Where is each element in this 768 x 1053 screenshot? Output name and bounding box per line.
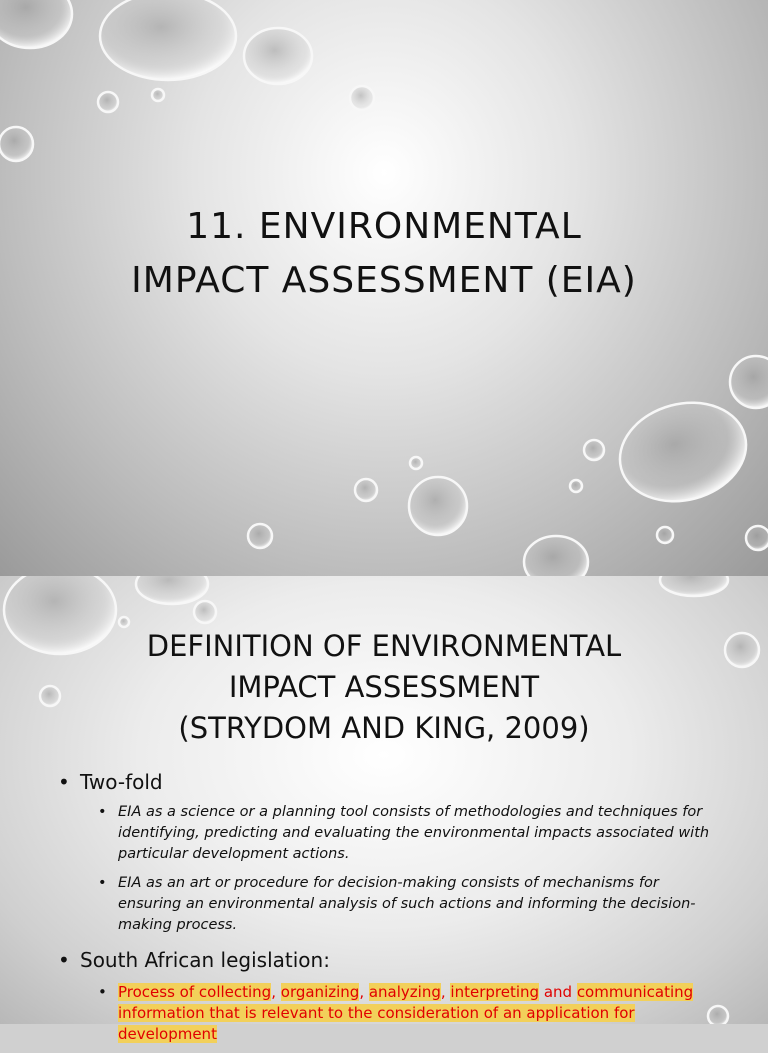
two-fold-subbullets bbox=[98, 802, 718, 936]
bullet-text: Two-fold bbox=[80, 770, 163, 794]
slide-title bbox=[0, 200, 768, 308]
plain-text: , bbox=[359, 983, 369, 1001]
bullet-text: South African legislation: bbox=[80, 948, 330, 972]
title-line-2: IMPACT ASSESSMENT (EIA) bbox=[131, 260, 637, 301]
subbullet-science bbox=[98, 802, 718, 865]
title-line-2: IMPACT ASSESSMENT bbox=[228, 670, 540, 704]
legislation-subbullets bbox=[98, 982, 718, 1045]
highlighted-text: analyzing bbox=[368, 983, 441, 1001]
bullet-marker: • bbox=[58, 948, 70, 972]
highlighted-text: interpreting bbox=[450, 983, 540, 1001]
title-line-1: DEFINITION OF ENVIRONMENTAL bbox=[146, 629, 622, 663]
subbullet-art bbox=[98, 873, 718, 936]
bullet-marker: • bbox=[98, 875, 107, 891]
legislation-definition bbox=[98, 982, 718, 1045]
subbullet-text: EIA as an art or procedure for decision-making consists of mechanisms for ensuring an environmental analysis of such actions and informing the decision-making process. bbox=[118, 875, 696, 933]
bullet-marker: • bbox=[98, 804, 107, 820]
highlighted-text: communicating information that is relevant to the consideration of an application for development bbox=[118, 983, 694, 1043]
slide-body bbox=[58, 766, 718, 1053]
bullet-two-fold bbox=[58, 766, 718, 798]
title-line-3: (STRYDOM AND KING, 2009) bbox=[178, 711, 590, 745]
highlighted-text: Process of collecting bbox=[118, 983, 272, 1001]
bullet-marker: • bbox=[58, 770, 70, 794]
bullet-sa-legislation bbox=[58, 944, 718, 976]
definition-title bbox=[0, 626, 768, 749]
subbullet-text: EIA as a science or a planning tool consists of methodologies and techniques for identifying, predicting and evaluating the environmental impacts associated with particular development actions. bbox=[118, 804, 710, 862]
plain-text: and bbox=[539, 983, 577, 1001]
plain-text: , bbox=[440, 983, 451, 1001]
bullet-marker: • bbox=[98, 983, 107, 1001]
highlighted-text: organizing bbox=[280, 983, 360, 1001]
plain-text: , bbox=[271, 983, 281, 1001]
title-line-1: 11. ENVIRONMENTAL bbox=[186, 206, 582, 247]
